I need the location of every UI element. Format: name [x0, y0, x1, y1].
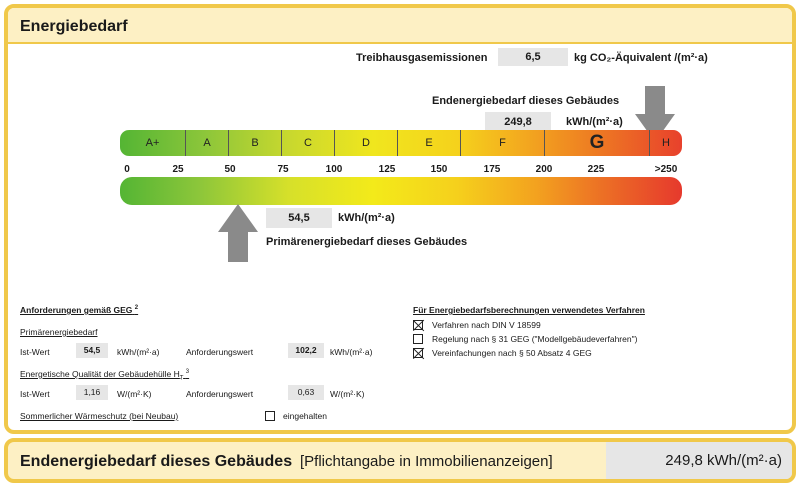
ist-value: 54,5: [76, 343, 108, 358]
primary-energy-label: Primärenergiebedarf dieses Gebäudes: [266, 236, 468, 248]
tick-label: 75: [277, 164, 289, 175]
panel-title: Energiebedarf: [20, 18, 128, 35]
envelope-heading: Energetische Qualität der Gebäudehülle $H_T$ $^3$: [20, 369, 190, 382]
footer-note: [Pflichtangabe in Immobilienanzeigen]: [300, 453, 553, 470]
env-req-value: 0,63: [288, 385, 324, 400]
ist-label: Ist-Wert: [20, 347, 50, 357]
ist-unit: kWh/(m²·a): [117, 347, 160, 357]
env-ist-unit: W/(m²·K): [117, 389, 152, 399]
end-energy-value: 249,8: [485, 112, 551, 132]
env-ist-label: Ist-Wert: [20, 389, 50, 399]
env-req-label: Anforderungswert: [186, 389, 254, 399]
primary-energy-arrow-icon: [218, 204, 258, 262]
primary-energy-unit: kWh/(m²·a): [338, 212, 395, 224]
tick-label: 150: [430, 164, 448, 175]
tick-label: 0: [124, 164, 130, 175]
req-value: 102,2: [288, 343, 324, 358]
summer-protection-checkbox[interactable]: [265, 411, 275, 421]
tick-label: 50: [224, 164, 236, 175]
tick-label: 200: [535, 164, 553, 175]
class-g: G: [545, 130, 650, 156]
class-d: D: [335, 130, 398, 156]
method-model-building-label: Regelung nach § 31 GEG ("Modellgebäudeverfahren"): [432, 334, 638, 344]
footer-bar: [4, 438, 796, 483]
footer-value: 249,8 kWh/(m²·a): [606, 442, 792, 479]
tick-label: 175: [483, 164, 501, 175]
end-energy-label: Endenergiebedarf dieses Gebäudes: [432, 95, 620, 107]
summer-protection-status: eingehalten: [283, 411, 327, 421]
emissions-label: Treibhausgasemissionen: [356, 52, 488, 64]
end-energy-unit: kWh/(m²·a): [566, 116, 623, 128]
tick-label: 225: [587, 164, 605, 175]
class-a: A: [186, 130, 229, 156]
class-e: E: [398, 130, 461, 156]
class-a-plus: A+: [120, 130, 186, 156]
emissions-unit: kg CO₂-Äquivalent /(m²·a): [574, 52, 708, 64]
method-din-checkbox[interactable]: [413, 320, 423, 330]
primary-energy-value: 54,5: [266, 208, 332, 228]
panel-header: [8, 8, 792, 44]
requirements-title: Anforderungen gemäß GEG $^2$: [20, 305, 139, 315]
class-f: F: [461, 130, 545, 156]
tick-label: >250: [654, 164, 678, 175]
tick-label: 100: [325, 164, 343, 175]
method-model-building-checkbox[interactable]: [413, 334, 423, 344]
env-req-unit: W/(m²·K): [330, 389, 365, 399]
summer-protection-label: Sommerlicher Wärmeschutz (bei Neubau): [20, 411, 179, 421]
methods-title: Für Energiebedarfsberechnungen verwendetes Verfahren: [413, 305, 645, 315]
gradient-bar: [120, 177, 682, 205]
footer-title: Endenergiebedarf dieses Gebäudes: [20, 453, 293, 470]
class-h: H: [662, 137, 670, 149]
emissions-value: 6,5: [498, 48, 568, 66]
req-label: Anforderungswert: [186, 347, 254, 357]
method-simplification-checkbox[interactable]: [413, 348, 423, 358]
method-din-label: Verfahren nach DIN V 18599: [432, 320, 541, 330]
class-b: B: [229, 130, 282, 156]
energy-class-scale: [120, 130, 682, 156]
tick-label: 25: [172, 164, 184, 175]
req-unit: kWh/(m²·a): [330, 347, 373, 357]
method-simplification-label: Vereinfachungen nach § 50 Absatz 4 GEG: [432, 348, 592, 358]
scale-ticks: [0, 164, 800, 178]
class-c: C: [282, 130, 335, 156]
primary-demand-heading: Primärenergiebedarf: [20, 327, 98, 337]
env-ist-value: 1,16: [76, 385, 108, 400]
tick-label: 125: [378, 164, 396, 175]
